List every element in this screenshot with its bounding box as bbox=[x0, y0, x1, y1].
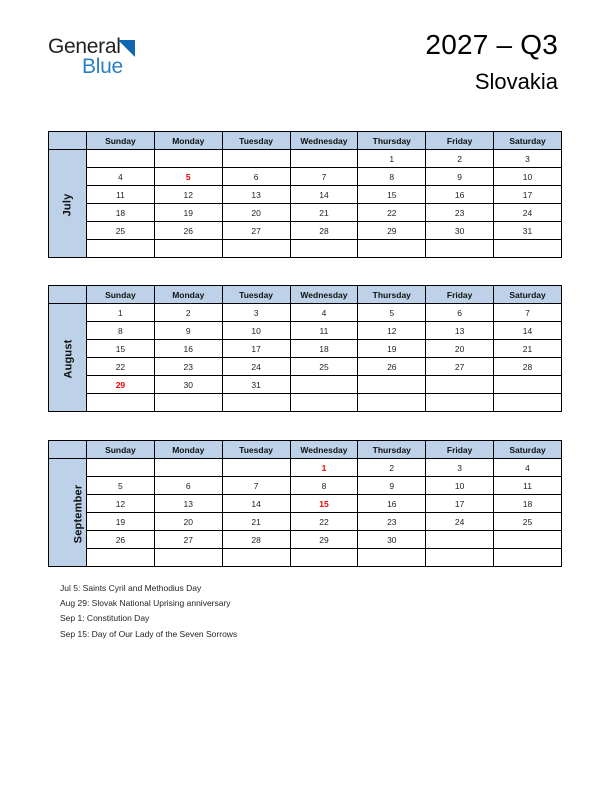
calendar-day-cell[interactable]: 16 bbox=[358, 495, 426, 513]
weekday-header-thursday: Thursday bbox=[358, 286, 426, 304]
calendar-day-empty bbox=[87, 150, 155, 168]
page-header bbox=[0, 0, 612, 120]
month-name-label: July bbox=[61, 193, 74, 216]
weekday-header-sunday: Sunday bbox=[87, 286, 155, 304]
calendar-day-empty bbox=[154, 394, 222, 412]
calendar-table bbox=[48, 440, 562, 567]
calendar-week-row bbox=[49, 394, 562, 412]
calendar-day-cell[interactable]: 10 bbox=[222, 322, 290, 340]
calendar-table bbox=[48, 285, 562, 412]
calendar-day-empty bbox=[358, 394, 426, 412]
calendar-day-cell[interactable]: 23 bbox=[426, 204, 494, 222]
calendar-day-empty bbox=[290, 376, 358, 394]
calendar-day-cell[interactable]: 26 bbox=[87, 531, 155, 549]
calendar-day-cell[interactable]: 7 bbox=[222, 477, 290, 495]
calendar-day-empty bbox=[494, 394, 562, 412]
calendar-day-cell[interactable]: 12 bbox=[87, 495, 155, 513]
weekday-header-tuesday: Tuesday bbox=[222, 441, 290, 459]
table-corner-cell bbox=[49, 286, 87, 304]
page-subtitle: Slovakia bbox=[474, 69, 558, 94]
calendar-week-row bbox=[49, 531, 562, 549]
calendar-day-cell[interactable]: 1 bbox=[358, 150, 426, 168]
calendar-day-empty bbox=[290, 240, 358, 258]
calendar-day-empty bbox=[426, 240, 494, 258]
calendar-day-cell[interactable]: 20 bbox=[154, 513, 222, 531]
calendar-day-cell[interactable]: 17 bbox=[222, 340, 290, 358]
holiday-legend-item: Sep 15: Day of Our Lady of the Seven Sorrows bbox=[60, 628, 238, 639]
table-corner-cell bbox=[49, 132, 87, 150]
calendar-day-cell[interactable]: 10 bbox=[494, 168, 562, 186]
holiday-legend-item: Jul 5: Saints Cyril and Methodius Day bbox=[60, 583, 202, 593]
calendar-day-cell[interactable]: 19 bbox=[154, 204, 222, 222]
calendar-day-cell[interactable]: 26 bbox=[154, 222, 222, 240]
calendar-day-cell[interactable]: 1 bbox=[87, 304, 155, 322]
calendar-day-cell[interactable]: 20 bbox=[222, 204, 290, 222]
calendar-month-august bbox=[48, 285, 562, 412]
calendar-day-empty bbox=[494, 531, 562, 549]
calendar-day-cell[interactable]: 6 bbox=[426, 304, 494, 322]
calendar-day-cell[interactable]: 2 bbox=[154, 304, 222, 322]
calendar-day-empty bbox=[426, 531, 494, 549]
weekday-header-tuesday: Tuesday bbox=[222, 132, 290, 150]
calendar-day-cell[interactable]: 22 bbox=[290, 513, 358, 531]
calendar-day-cell[interactable]: 13 bbox=[154, 495, 222, 513]
calendar-day-cell[interactable]: 27 bbox=[222, 222, 290, 240]
calendar-day-empty bbox=[87, 240, 155, 258]
calendar-day-cell[interactable]: 30 bbox=[154, 376, 222, 394]
brand-logo bbox=[48, 36, 178, 84]
calendar-day-cell[interactable]: 16 bbox=[426, 186, 494, 204]
calendar-day-empty bbox=[222, 150, 290, 168]
calendar-day-cell[interactable]: 12 bbox=[154, 186, 222, 204]
calendar-day-cell[interactable]: 18 bbox=[494, 495, 562, 513]
calendar-day-empty bbox=[222, 240, 290, 258]
calendar-day-cell[interactable]: 2 bbox=[358, 459, 426, 477]
calendar-day-cell[interactable]: 23 bbox=[154, 358, 222, 376]
weekday-header-saturday: Saturday bbox=[494, 132, 562, 150]
calendar-week-row bbox=[49, 477, 562, 495]
calendar-week-row bbox=[49, 322, 562, 340]
calendar-day-cell[interactable]: 25 bbox=[494, 513, 562, 531]
calendar-day-empty bbox=[222, 459, 290, 477]
weekday-header-thursday: Thursday bbox=[358, 132, 426, 150]
title-block bbox=[425, 28, 558, 97]
calendar-day-cell[interactable]: 1 bbox=[290, 459, 358, 477]
calendar-day-empty bbox=[222, 394, 290, 412]
calendar-day-empty bbox=[290, 394, 358, 412]
table-corner-cell bbox=[49, 441, 87, 459]
calendar-week-row bbox=[49, 358, 562, 376]
calendar-day-cell[interactable]: 14 bbox=[222, 495, 290, 513]
calendar-day-cell[interactable]: 24 bbox=[426, 513, 494, 531]
calendar-day-empty bbox=[154, 549, 222, 567]
calendar-day-empty bbox=[290, 549, 358, 567]
calendar-day-cell[interactable]: 8 bbox=[290, 477, 358, 495]
calendar-week-row bbox=[49, 186, 562, 204]
calendar-week-row bbox=[49, 240, 562, 258]
calendar-day-cell[interactable]: 2 bbox=[426, 150, 494, 168]
calendar-day-cell[interactable]: 29 bbox=[358, 222, 426, 240]
calendar-week-row bbox=[49, 459, 562, 477]
month-name-cell bbox=[49, 459, 87, 567]
calendar-day-cell[interactable]: 24 bbox=[494, 204, 562, 222]
calendar-day-cell[interactable]: 26 bbox=[358, 358, 426, 376]
weekday-header-tuesday: Tuesday bbox=[222, 286, 290, 304]
weekday-header-row bbox=[49, 286, 562, 304]
holiday-legend-item: Sep 1: Constitution Day bbox=[60, 613, 150, 624]
calendar-day-cell[interactable]: 4 bbox=[494, 459, 562, 477]
month-name-cell bbox=[49, 304, 87, 412]
calendar-day-cell[interactable]: 8 bbox=[87, 322, 155, 340]
calendar-week-row bbox=[49, 304, 562, 322]
calendar-day-cell[interactable]: 20 bbox=[426, 340, 494, 358]
calendar-day-cell[interactable]: 6 bbox=[154, 477, 222, 495]
calendar-day-cell[interactable]: 7 bbox=[290, 168, 358, 186]
weekday-header-sunday: Sunday bbox=[87, 441, 155, 459]
calendar-week-row bbox=[49, 513, 562, 531]
calendar-day-cell[interactable]: 22 bbox=[358, 204, 426, 222]
weekday-header-wednesday: Wednesday bbox=[290, 132, 358, 150]
calendar-week-row bbox=[49, 168, 562, 186]
calendar-day-empty bbox=[87, 394, 155, 412]
weekday-header-sunday: Sunday bbox=[87, 132, 155, 150]
calendar-day-cell[interactable]: 11 bbox=[494, 477, 562, 495]
calendar-day-cell[interactable]: 31 bbox=[222, 376, 290, 394]
calendar-day-cell[interactable]: 4 bbox=[87, 168, 155, 186]
calendar-day-cell[interactable]: 9 bbox=[426, 168, 494, 186]
calendar-day-cell[interactable]: 5 bbox=[154, 168, 222, 186]
calendar-week-row bbox=[49, 340, 562, 358]
weekday-header-monday: Monday bbox=[154, 132, 222, 150]
calendar-day-empty bbox=[154, 459, 222, 477]
calendar-day-cell[interactable]: 16 bbox=[154, 340, 222, 358]
calendar-day-cell[interactable]: 22 bbox=[87, 358, 155, 376]
weekday-header-friday: Friday bbox=[426, 441, 494, 459]
calendar-week-row bbox=[49, 495, 562, 513]
calendar-day-cell[interactable]: 8 bbox=[358, 168, 426, 186]
calendar-day-cell[interactable]: 6 bbox=[222, 168, 290, 186]
calendar-day-cell[interactable]: 31 bbox=[494, 222, 562, 240]
calendar-day-cell[interactable]: 11 bbox=[290, 322, 358, 340]
calendar-day-cell[interactable]: 21 bbox=[222, 513, 290, 531]
calendar-day-cell[interactable]: 5 bbox=[87, 477, 155, 495]
weekday-header-wednesday: Wednesday bbox=[290, 286, 358, 304]
calendar-day-cell[interactable]: 14 bbox=[290, 186, 358, 204]
calendar-day-cell[interactable]: 25 bbox=[290, 358, 358, 376]
calendar-day-cell[interactable]: 28 bbox=[494, 358, 562, 376]
calendar-day-cell[interactable]: 19 bbox=[87, 513, 155, 531]
calendar-day-empty bbox=[154, 240, 222, 258]
calendar-day-empty bbox=[87, 459, 155, 477]
calendar-day-cell[interactable]: 30 bbox=[426, 222, 494, 240]
brand-name-blue: Blue bbox=[82, 55, 123, 78]
calendar-day-cell[interactable]: 21 bbox=[494, 340, 562, 358]
calendar-day-empty bbox=[426, 394, 494, 412]
calendar-day-cell[interactable]: 28 bbox=[290, 222, 358, 240]
weekday-header-monday: Monday bbox=[154, 441, 222, 459]
calendar-day-cell[interactable]: 10 bbox=[426, 477, 494, 495]
calendar-day-cell[interactable]: 5 bbox=[358, 304, 426, 322]
calendar-day-cell[interactable]: 27 bbox=[154, 531, 222, 549]
calendar-day-cell[interactable]: 18 bbox=[87, 204, 155, 222]
weekday-header-wednesday: Wednesday bbox=[290, 441, 358, 459]
calendar-day-cell[interactable]: 19 bbox=[358, 340, 426, 358]
brand-name-general: General bbox=[48, 35, 121, 58]
calendar-day-empty bbox=[358, 376, 426, 394]
calendar-day-empty bbox=[87, 549, 155, 567]
calendar-day-cell[interactable]: 24 bbox=[222, 358, 290, 376]
weekday-header-saturday: Saturday bbox=[494, 441, 562, 459]
calendar-day-empty bbox=[494, 240, 562, 258]
calendar-day-cell[interactable]: 27 bbox=[426, 358, 494, 376]
calendar-day-empty bbox=[494, 376, 562, 394]
calendar-day-empty bbox=[358, 549, 426, 567]
calendar-day-empty bbox=[154, 150, 222, 168]
calendar-day-cell[interactable]: 23 bbox=[358, 513, 426, 531]
calendar-day-cell[interactable]: 14 bbox=[494, 322, 562, 340]
calendar-day-cell[interactable]: 28 bbox=[222, 531, 290, 549]
calendar-day-cell[interactable]: 3 bbox=[494, 150, 562, 168]
calendar-week-row bbox=[49, 204, 562, 222]
calendar-day-cell[interactable]: 29 bbox=[87, 376, 155, 394]
calendar-month-july bbox=[48, 131, 562, 258]
calendar-week-row bbox=[49, 549, 562, 567]
holiday-legend-item: Aug 29: Slovak National Uprising anniversary bbox=[60, 598, 231, 609]
calendar-day-cell[interactable]: 21 bbox=[290, 204, 358, 222]
weekday-header-friday: Friday bbox=[426, 286, 494, 304]
calendar-day-empty bbox=[222, 549, 290, 567]
calendar-day-cell[interactable]: 15 bbox=[290, 495, 358, 513]
calendar-day-cell[interactable]: 30 bbox=[358, 531, 426, 549]
weekday-header-row bbox=[49, 441, 562, 459]
calendar-week-row bbox=[49, 150, 562, 168]
holiday-legend bbox=[60, 581, 540, 642]
calendar-table bbox=[48, 131, 562, 258]
calendar-day-cell[interactable]: 17 bbox=[426, 495, 494, 513]
calendar-day-cell[interactable]: 9 bbox=[358, 477, 426, 495]
calendar-day-cell[interactable]: 11 bbox=[87, 186, 155, 204]
calendar-day-cell[interactable]: 13 bbox=[222, 186, 290, 204]
page-title: 2027 – Q3 bbox=[425, 29, 558, 60]
calendar-day-empty bbox=[494, 549, 562, 567]
calendar-week-row bbox=[49, 376, 562, 394]
calendar-day-cell[interactable]: 7 bbox=[494, 304, 562, 322]
calendar-week-row bbox=[49, 222, 562, 240]
calendar-day-cell[interactable]: 15 bbox=[87, 340, 155, 358]
calendar-day-cell[interactable]: 18 bbox=[290, 340, 358, 358]
month-name-label: September bbox=[72, 484, 85, 543]
calendar-day-cell[interactable]: 3 bbox=[222, 304, 290, 322]
calendar-day-cell[interactable]: 3 bbox=[426, 459, 494, 477]
weekday-header-row bbox=[49, 132, 562, 150]
calendar-day-empty bbox=[426, 376, 494, 394]
calendar-month-september bbox=[48, 440, 562, 567]
weekday-header-friday: Friday bbox=[426, 132, 494, 150]
calendar-day-cell[interactable]: 17 bbox=[494, 186, 562, 204]
calendar-day-cell[interactable]: 13 bbox=[426, 322, 494, 340]
month-name-cell bbox=[49, 150, 87, 258]
calendar-day-cell[interactable]: 9 bbox=[154, 322, 222, 340]
calendar-day-empty bbox=[290, 150, 358, 168]
weekday-header-thursday: Thursday bbox=[358, 441, 426, 459]
weekday-header-saturday: Saturday bbox=[494, 286, 562, 304]
calendar-day-empty bbox=[358, 240, 426, 258]
calendar-day-cell[interactable]: 15 bbox=[358, 186, 426, 204]
calendar-day-cell[interactable]: 25 bbox=[87, 222, 155, 240]
calendar-day-cell[interactable]: 12 bbox=[358, 322, 426, 340]
weekday-header-monday: Monday bbox=[154, 286, 222, 304]
calendar-day-cell[interactable]: 4 bbox=[290, 304, 358, 322]
month-name-label: August bbox=[62, 338, 75, 379]
calendar-day-cell[interactable]: 29 bbox=[290, 531, 358, 549]
calendar-day-empty bbox=[426, 549, 494, 567]
